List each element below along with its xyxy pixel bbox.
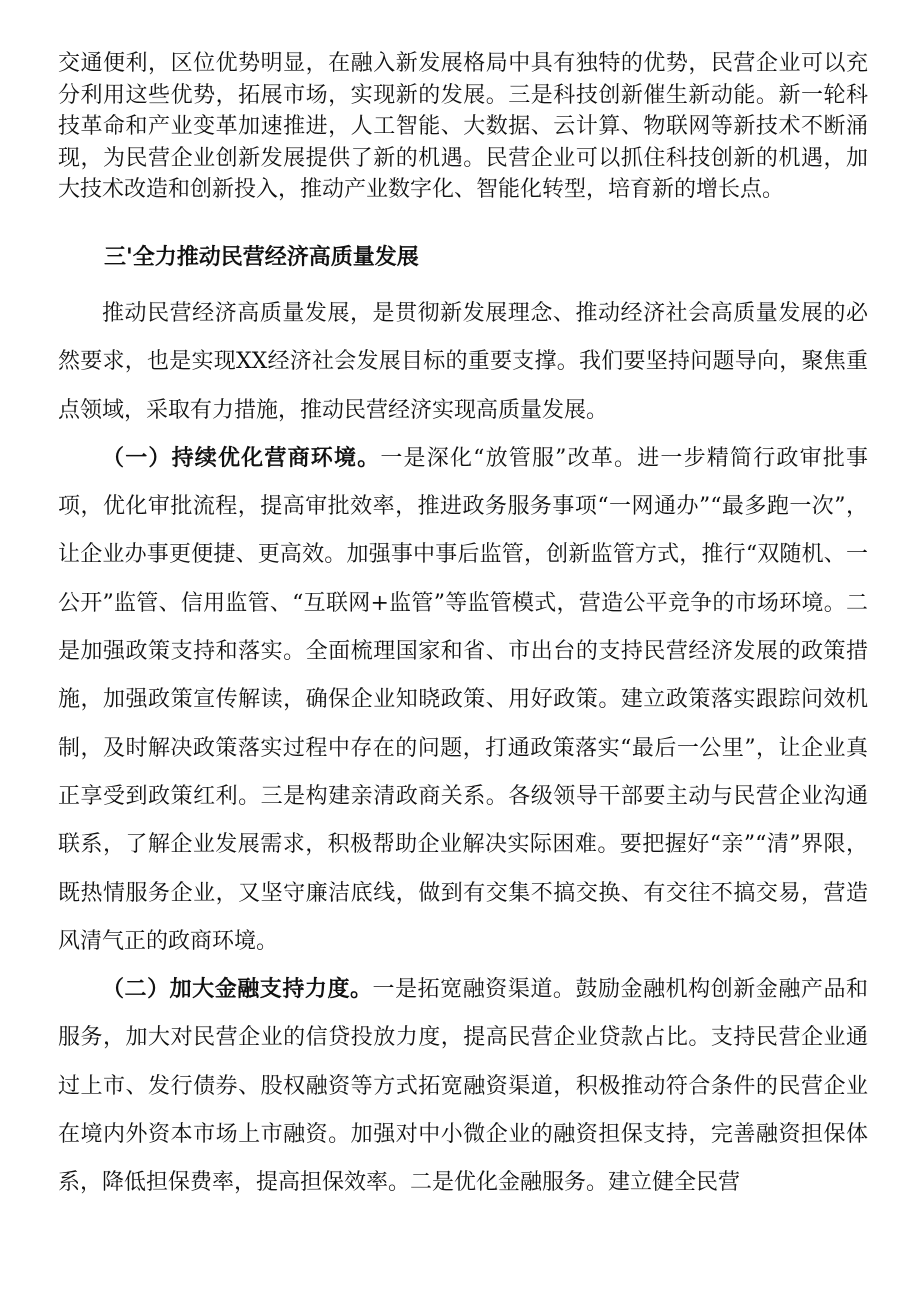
- continuation-paragraph: 交通便利，区位优势明显，在融入新发展格局中具有独特的优势，民营企业可以充分利用这些优势，拓展市场，实现新的发展。三是科技创新催生新动能。新一轮科技革命和产业变革加速推进，人工智能、大数据、云计算、物联网等新技术不断涌现，为民营企业创新发展提供了新的机遇。民营企业可以抓住科技创新的机遇，加大技术改造和创新投入，推动产业数字化、智能化转型，培育新的增长点。: [58, 51, 868, 202]
- subsection-2-body: 一是拓宽融资渠道。鼓励金融机构创新金融产品和服务，加大对民营企业的信贷投放力度，提高民营企业贷款占比。支持民营企业通过上市、发行债券、股权融资等方式拓宽融资渠道，积极推动符合条件的民营企业在境内外资本市场上市融资。加强对中小微企业的融资担保支持，完善融资担保体系，降低担保费率，提高担保效率。二是优化金融服务。建立健全民营: [58, 977, 868, 1196]
- subsection-paragraph-2: [58, 966, 868, 1207]
- continuation-paragraph-block: [58, 48, 868, 206]
- subsection-1-lead: （一）持续优化营商环境。: [102, 445, 381, 471]
- subsection-2-lead: （二）加大金融支持力度。: [102, 977, 373, 1003]
- subsection-paragraph-1: [58, 435, 868, 966]
- subsection-1-body: 一是深化“放管服”改革。进一步精简行政审批事项，优化审批流程，提高审批效率，推进政务服务事项“一网通办”“最多跑一次”，让企业办事更便捷、更高效。加强事中事后监管，创新监管方式，推行“双随机、一公开”监管、信用监管、“互联网+监管”等监管模式，营造公平竞争的市场环境。二是加强政策支持和落实。全面梳理国家和省、市出台的支持民营经济发展的政策措施，加强政策宣传解读，确保企业知晓政策、用好政策。建立政策落实跟踪问效机制，及时解决政策落实过程中存在的问题，打通政策落实“最后一公里”，让企业真正享受到政策红利。三是构建亲清政商关系。各级领导干部要主动与民营企业沟通联系，了解企业发展需求，积极帮助企业解决实际困难。要把握好“亲”“清”界限，既热情服务企业，又坚守廉洁底线，做到有交集不搞交换、有交往不搞交易，营造风清气正的政商环境。: [58, 445, 868, 954]
- section-heading: 三'全力推动民营经济高质量发展: [104, 245, 419, 270]
- section-body: [58, 290, 868, 1208]
- intro-paragraph: 推动民营经济高质量发展，是贯彻新发展理念、推动经济社会高质量发展的必然要求，也是实现XX经济社会发展目标的重要支撑。我们要坚持问题导向，聚焦重点领域，采取有力措施，推动民营经济实现高质量发展。: [58, 301, 868, 423]
